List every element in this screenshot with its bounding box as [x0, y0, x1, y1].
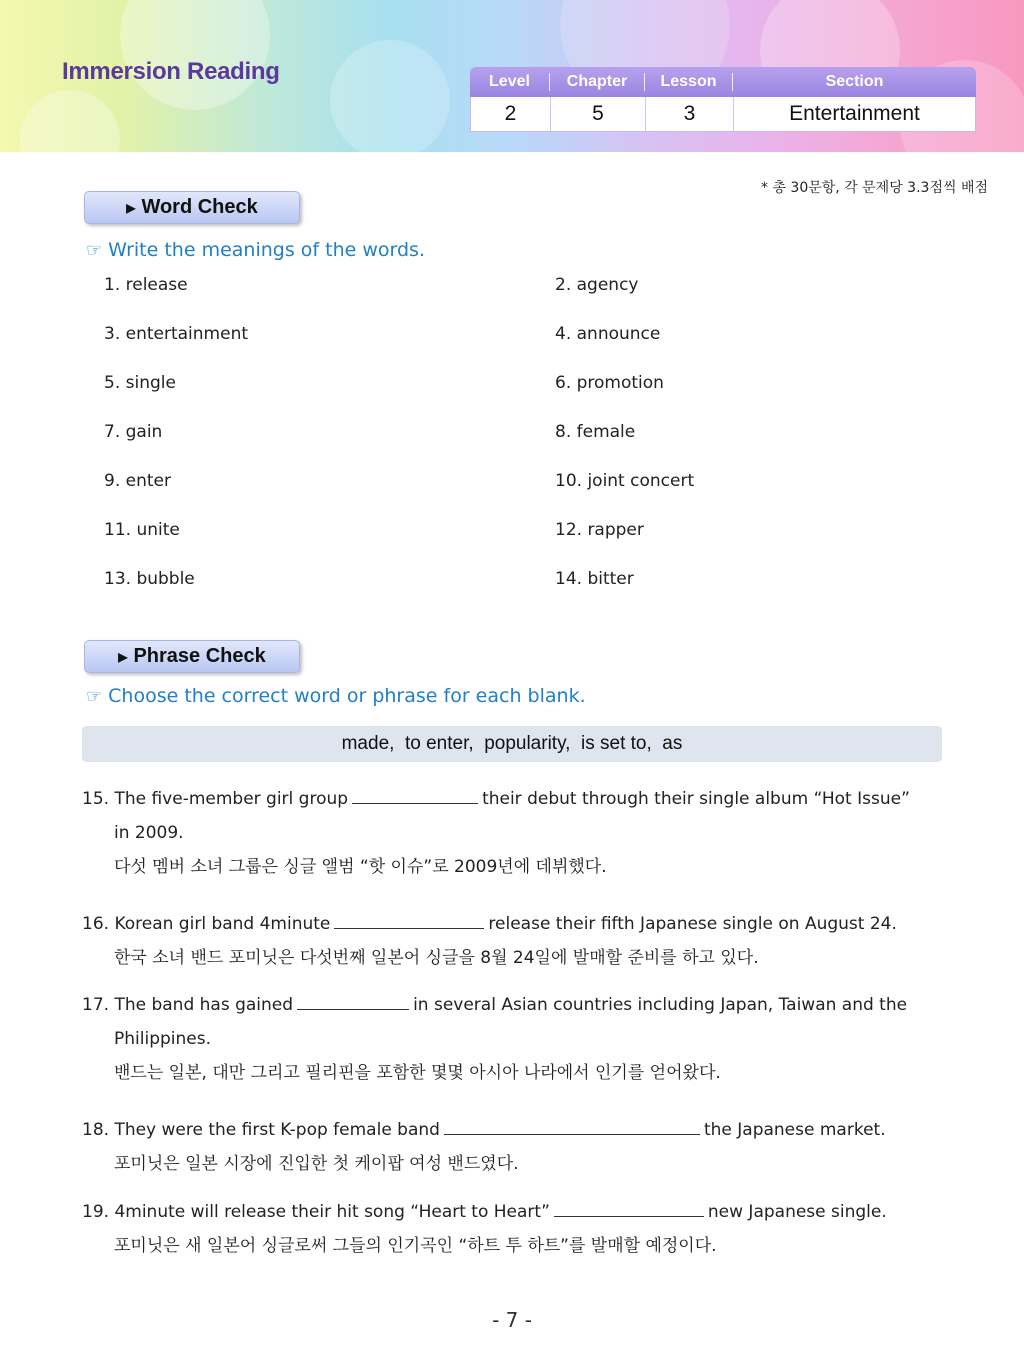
value-level: 2	[471, 97, 551, 131]
word-item: 1. release	[104, 275, 188, 295]
answer-blank[interactable]	[297, 992, 409, 1010]
korean-translation: 한국 소녀 밴드 포미닛은 다섯번째 일본어 싱글을 8월 24일에 발매할 준비를 하고 있다.	[114, 948, 759, 968]
pointing-hand-icon: ☞	[86, 240, 103, 261]
question-text-continued: in 2009.	[114, 823, 184, 843]
answer-blank[interactable]	[352, 786, 478, 804]
word-item: 7. gain	[104, 422, 163, 442]
question-text-before: 19. 4minute will release their hit song “Heart to Heart”	[82, 1202, 550, 1222]
question-text	[82, 988, 940, 1056]
word-item: 8. female	[555, 422, 636, 442]
decor-bubble	[20, 90, 120, 152]
word-check-heading	[84, 191, 300, 224]
word-item: 13. bubble	[104, 569, 195, 589]
question-text-after: release their fifth Japanese single on August 24.	[488, 914, 897, 934]
phrase-check-title: Phrase Check	[133, 645, 266, 667]
answer-blank[interactable]	[444, 1117, 700, 1135]
word-check-title: Word Check	[141, 196, 258, 218]
question-text-after: the Japanese market.	[703, 1120, 886, 1140]
answer-blank[interactable]	[334, 911, 484, 929]
word-item: 4. announce	[555, 324, 661, 344]
word-item: 5. single	[104, 373, 176, 393]
value-lesson: 3	[646, 97, 734, 131]
phrase-check-instruction-text: Choose the correct word or phrase for each blank.	[108, 685, 586, 707]
word-item: 3. entertainment	[104, 324, 249, 344]
question-19	[82, 1195, 940, 1263]
triangle-right-icon: ▶	[118, 649, 128, 664]
word-item: 2. agency	[555, 275, 639, 295]
word-item: 14. bitter	[555, 569, 634, 589]
question-15	[82, 782, 940, 884]
decor-bubble	[120, 0, 270, 110]
brand-title: Immersion Reading	[62, 58, 280, 85]
question-text-before: 16. Korean girl band 4minute	[82, 914, 331, 934]
header-banner	[0, 0, 1024, 152]
question-text-before: 15. The five-member girl group	[82, 789, 349, 809]
korean-translation: 밴드는 일본, 대만 그리고 필리핀을 포함한 몇몇 아시아 나라에서 인기를 얻어왔다.	[114, 1063, 721, 1083]
korean-translation: 포미닛은 일본 시장에 진입한 첫 케이팝 여성 밴드였다.	[114, 1154, 519, 1174]
question-text-before: 18. They were the first K-pop female band	[82, 1120, 440, 1140]
column-lesson: Lesson	[645, 73, 733, 91]
score-note: * 총 30문항, 각 문제당 3.3점씩 배점	[761, 180, 988, 196]
lesson-info-table	[470, 67, 976, 132]
korean-translation: 다섯 멤버 소녀 그룹은 싱글 앨범 “핫 이슈”로 2009년에 데뷔했다.	[114, 857, 607, 877]
value-section: Entertainment	[789, 102, 920, 125]
word-item: 9. enter	[104, 471, 171, 491]
question-text	[82, 782, 940, 850]
word-item: 11. unite	[104, 520, 180, 540]
page-number: - 7 -	[492, 1308, 532, 1332]
word-item: 6. promotion	[555, 373, 664, 393]
value-chapter: 5	[551, 97, 646, 131]
question-text-after: in several Asian countries including Japan, Taiwan and the	[413, 995, 908, 1015]
lesson-info-values	[470, 97, 976, 132]
question-text-continued: Philippines.	[114, 1029, 211, 1049]
question-text-before: 17. The band has gained	[82, 995, 294, 1015]
word-item: 12. rapper	[555, 520, 644, 540]
question-17	[82, 988, 940, 1090]
question-18	[82, 1113, 940, 1181]
triangle-right-icon: ▶	[126, 200, 136, 215]
answer-blank[interactable]	[554, 1199, 704, 1217]
question-text-after: new Japanese single.	[707, 1202, 887, 1222]
column-level: Level	[470, 73, 550, 91]
question-text	[82, 1195, 940, 1229]
word-bank: made, to enter, popularity, is set to, as	[82, 726, 942, 762]
word-check-instruction-text: Write the meanings of the words.	[108, 239, 425, 261]
column-section: Section	[825, 73, 884, 90]
phrase-check-instruction	[86, 685, 586, 707]
question-text	[82, 907, 940, 941]
phrase-check-heading	[84, 640, 300, 673]
word-check-instruction	[86, 239, 425, 261]
pointing-hand-icon: ☞	[86, 686, 103, 707]
question-16	[82, 907, 940, 975]
decor-bubble	[330, 40, 450, 152]
question-text	[82, 1113, 940, 1147]
column-chapter: Chapter	[550, 73, 645, 91]
question-text-after: their debut through their single album “Hot Issue”	[482, 789, 910, 809]
word-item: 10. joint concert	[555, 471, 695, 491]
korean-translation: 포미닛은 새 일본어 싱글로써 그들의 인기곡인 “하트 투 하트”를 발매할 예정이다.	[114, 1236, 717, 1256]
lesson-info-header	[470, 67, 976, 97]
